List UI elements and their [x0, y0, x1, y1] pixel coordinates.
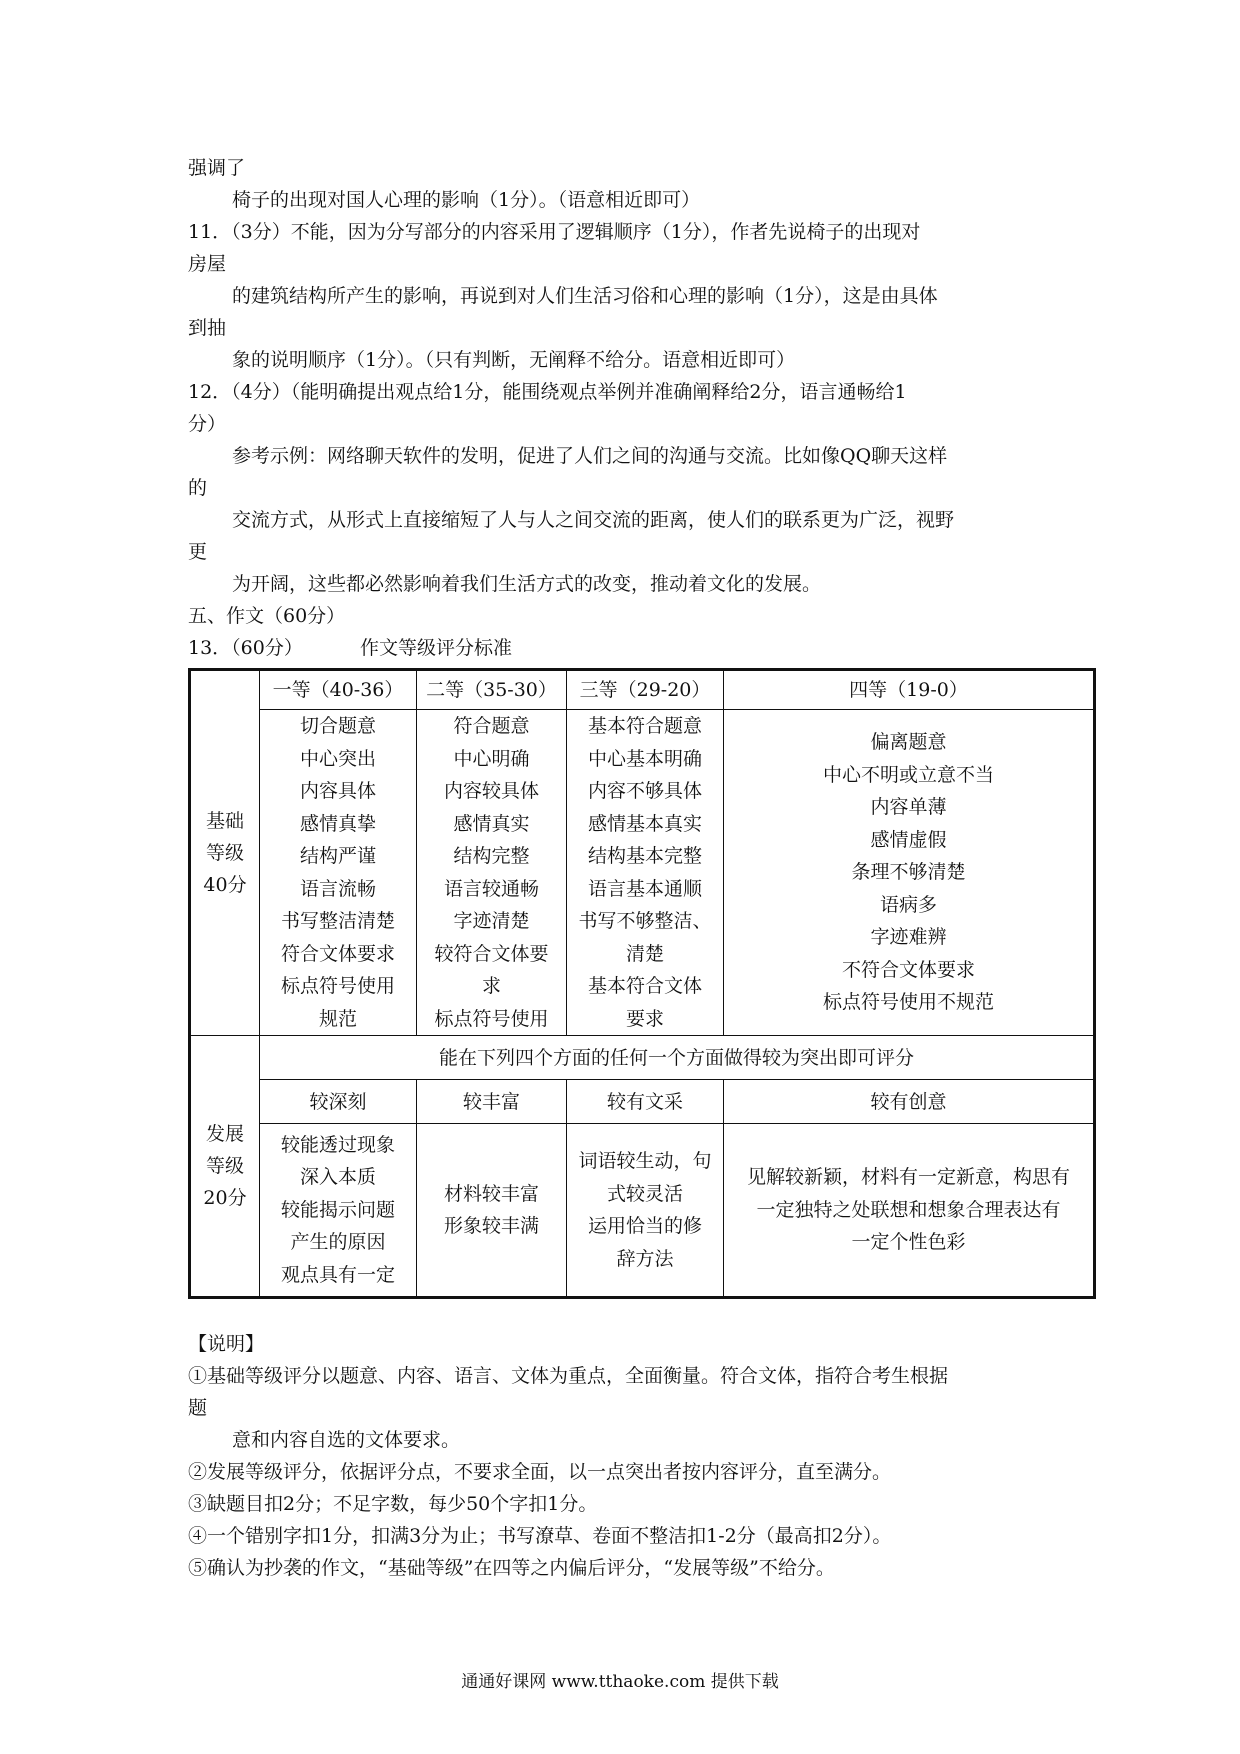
- answer-line: 参考示例：网络聊天软件的发明，促进了人们之间的沟通与交流。比如像QQ聊天这样: [232, 445, 948, 467]
- answer-line: 象的说明顺序（1分）。（只有判断，无阐释不给分。语意相近即可）: [232, 349, 796, 371]
- answer-line: 的建筑结构所产生的影响，再说到对人们生活习俗和心理的影响（1分），这是由具体: [232, 285, 938, 307]
- dev-style-criteria: 词语较生动，句 式较灵活 运用恰当的修 辞方法: [567, 1124, 724, 1298]
- note-line: 题: [188, 1397, 208, 1419]
- notes-title: 【说明】: [188, 1333, 265, 1355]
- dev-header-style: 较有文采: [567, 1080, 724, 1124]
- header-fourth: 四等（19-0）: [724, 670, 1095, 710]
- basic-first-criteria: 切合题意 中心突出 内容具体 感情真挚 结构严谨 语言流畅 书写整洁清楚 符合文体要求 标点符号使用 规范: [260, 710, 417, 1036]
- dev-richness-criteria: 材料较丰富 形象较丰满: [417, 1124, 567, 1298]
- answer-line: 交流方式，从形式上直接缩短了人与人之间交流的距离，使人们的联系更为广泛，视野: [232, 509, 955, 531]
- header-third: 三等（29-20）: [567, 670, 724, 710]
- page-footer: 通通好课网 www.tthaoke.com 提供下载: [461, 1672, 779, 1692]
- basic-second-criteria: 符合题意 中心明确 内容较具体 感情真实 结构完整 语言较通畅 字迹清楚 较符合文体要 求 标点符号使用: [417, 710, 567, 1036]
- basic-third-criteria: 基本符合题意 中心基本明确 内容不够具体 感情基本真实 结构基本完整 语言基本通顺 书写不够整洁、 清楚 基本符合文体 要求: [567, 710, 724, 1036]
- answer-line: 12．（4分）（能明确提出观点给1分，能围绕观点举例并准确阐释给2分，语言通畅给1: [188, 381, 907, 403]
- question-label: 13．（60分）: [188, 637, 303, 659]
- answer-line: 椅子的出现对国人心理的影响（1分）。（语意相近即可）: [232, 189, 701, 211]
- dev-header-richness: 较丰富: [417, 1080, 567, 1124]
- answer-line: 房屋: [188, 253, 227, 275]
- answer-line: 到抽: [188, 317, 227, 339]
- answer-line: 11．（3分）不能，因为分写部分的内容采用了逻辑顺序（1分），作者先说椅子的出现对: [188, 221, 921, 243]
- header-first: 一等（40-36）: [260, 670, 417, 710]
- answer-line: 的: [188, 477, 208, 499]
- answer-line: 更: [188, 541, 208, 563]
- development-level-label: 发展 等级 20分: [190, 1036, 260, 1298]
- basic-fourth-criteria: 偏离题意 中心不明或立意不当 内容单薄 感情虚假 条理不够清楚 语病多 字迹难辨 不符合文体要求 标点符号使用不规范: [724, 710, 1095, 1036]
- header-second: 二等（35-30）: [417, 670, 567, 710]
- dev-header-depth: 较深刻: [260, 1080, 417, 1124]
- section-heading: 五、作文（60分）: [188, 605, 346, 627]
- note-line: ④一个错别字扣1分，扣满3分为止；书写潦草、卷面不整洁扣1-2分（最高扣2分）。: [188, 1525, 892, 1547]
- dev-creativity-criteria: 见解较新颖，材料有一定新意，构思有 一定独特之处联想和想象合理表达有 一定个性色彩: [724, 1124, 1095, 1298]
- answer-line: 为开阔，这些都必然影响着我们生活方式的改变，推动着文化的发展。: [232, 573, 822, 595]
- note-line: 意和内容自选的文体要求。: [232, 1429, 461, 1451]
- note-line: ③缺题目扣2分；不足字数，每少50个字扣1分。: [188, 1493, 598, 1515]
- answer-line: 分）: [188, 413, 227, 435]
- note-line: ①基础等级评分以题意、内容、语言、文体为重点，全面衡量。符合文体，指符合考生根据: [188, 1365, 949, 1387]
- table-title: 作文等级评分标准: [360, 637, 513, 659]
- basic-level-label: 基础 等级 40分: [190, 670, 260, 1036]
- development-note: 能在下列四个方面的任何一个方面做得较为突出即可评分: [260, 1036, 1095, 1080]
- answer-line: 强调了: [188, 157, 246, 179]
- grading-table: [188, 668, 1096, 1299]
- dev-depth-criteria: 较能透过现象 深入本质 较能揭示问题 产生的原因 观点具有一定: [260, 1124, 417, 1298]
- dev-header-creativity: 较有创意: [724, 1080, 1095, 1124]
- note-line: ②发展等级评分，依据评分点，不要求全面，以一点突出者按内容评分，直至满分。: [188, 1461, 892, 1483]
- note-line: ⑤确认为抄袭的作文，“基础等级”在四等之内偏后评分，“发展等级”不给分。: [188, 1557, 835, 1579]
